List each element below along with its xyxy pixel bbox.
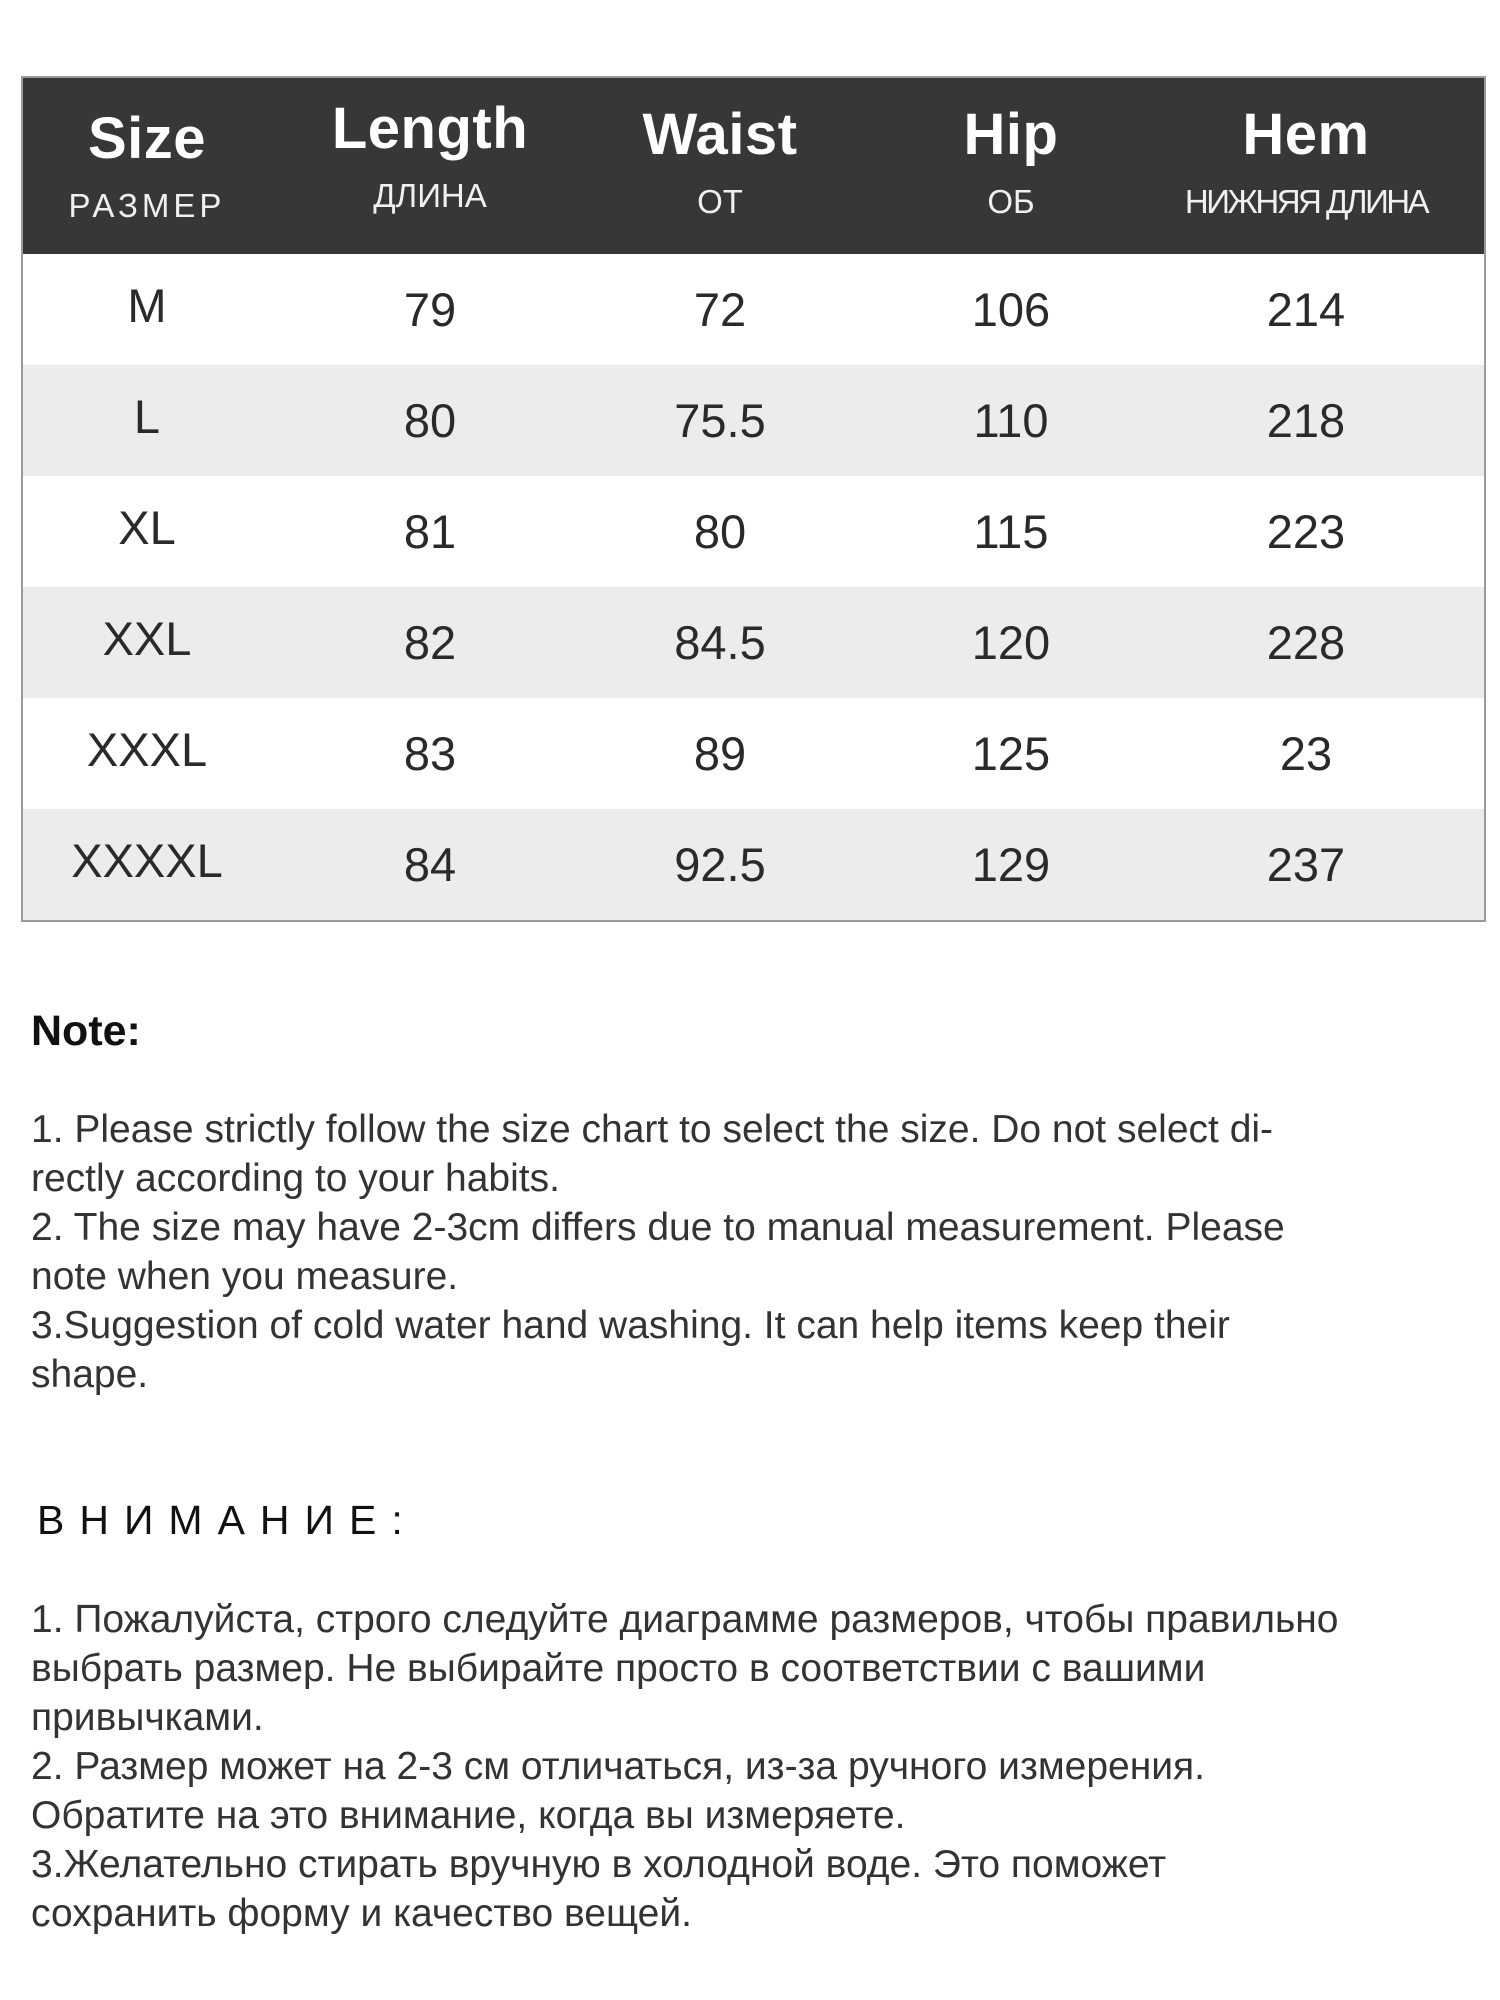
cell-hem: 223 bbox=[1266, 505, 1346, 558]
table-row bbox=[23, 587, 1484, 698]
note-ru-title: ВНИМАНИЕ: bbox=[37, 1497, 418, 1543]
cell-length: 82 bbox=[403, 616, 457, 669]
note-body: 1. Please strictly follow the size chart to select the size. Do not select di- rectly according to your habits. 2. The size may have 2-3cm differs due to manual measurement. Please note when you measure. 3.Suggestion of cold water hand washing. It can help items keep their shape. bbox=[31, 1108, 1285, 1396]
cell-length: 84 bbox=[403, 838, 457, 891]
header-waist-en: Waist bbox=[642, 102, 798, 167]
header-waist-ru: ОТ bbox=[697, 183, 743, 220]
header-hem-en: Hem bbox=[1242, 102, 1370, 167]
cell-hem: 228 bbox=[1266, 616, 1346, 669]
table-row bbox=[23, 698, 1484, 809]
cell-length: 79 bbox=[403, 283, 457, 336]
cell-waist: 89 bbox=[693, 727, 747, 780]
cell-waist: 75.5 bbox=[674, 394, 766, 447]
header-size bbox=[23, 78, 271, 254]
header-length-ru: ДЛИНА bbox=[373, 177, 487, 214]
cell-size: XL bbox=[118, 501, 176, 554]
header-length bbox=[271, 78, 589, 254]
cell-length: 83 bbox=[403, 727, 457, 780]
cell-length: 81 bbox=[403, 505, 457, 558]
cell-hem: 237 bbox=[1266, 838, 1346, 891]
header-size-ru: РАЗМЕР bbox=[68, 187, 226, 224]
cell-size: XXXXL bbox=[71, 834, 223, 887]
cell-size: M bbox=[127, 279, 167, 332]
note-title: Note: bbox=[31, 1007, 141, 1055]
cell-hem: 23 bbox=[1279, 727, 1333, 780]
cell-hem: 214 bbox=[1266, 283, 1346, 336]
cell-waist: 92.5 bbox=[674, 838, 766, 891]
table-row bbox=[23, 365, 1484, 476]
table-header bbox=[23, 78, 1484, 254]
header-length-en: Length bbox=[331, 96, 529, 161]
header-hem bbox=[1171, 78, 1441, 254]
header-hip bbox=[851, 78, 1171, 254]
cell-hip: 129 bbox=[971, 838, 1051, 891]
header-hip-en: Hip bbox=[963, 102, 1059, 167]
cell-hip: 115 bbox=[973, 505, 1049, 558]
table-row bbox=[23, 476, 1484, 587]
table-row bbox=[23, 254, 1484, 365]
cell-waist: 72 bbox=[693, 283, 747, 336]
cell-hip: 106 bbox=[971, 283, 1051, 336]
table-row bbox=[23, 809, 1484, 920]
cell-size: XXXL bbox=[86, 723, 208, 776]
header-hem-ru: НИЖНЯЯ ДЛИНА bbox=[1184, 183, 1428, 220]
cell-hip: 125 bbox=[971, 727, 1051, 780]
size-chart-table bbox=[21, 76, 1486, 922]
cell-size: XXL bbox=[102, 612, 192, 665]
note-ru-body: 1. Пожалуйста, строго следуйте диаграмме размеров, чтобы правильно выбрать размер. Не выбирайте просто в соответствии с вашими привычками. 2. Размер может на 2-3 см отличаться, из-за ручного измерения. Обратите на это внимание, когда вы измеряете. 3.Желательно стирать вручную в холодной воде. Это поможет сохранить форму и качество вещей. bbox=[31, 1598, 1339, 1935]
header-hip-ru: ОБ bbox=[987, 183, 1035, 220]
cell-waist: 84.5 bbox=[674, 616, 766, 669]
cell-size: L bbox=[133, 390, 161, 443]
cell-hip: 120 bbox=[971, 616, 1051, 669]
cell-hem: 218 bbox=[1266, 394, 1346, 447]
cell-length: 80 bbox=[403, 394, 457, 447]
cell-hip: 110 bbox=[973, 394, 1049, 447]
header-waist bbox=[589, 78, 851, 254]
cell-waist: 80 bbox=[693, 505, 747, 558]
header-size-en: Size bbox=[87, 106, 207, 171]
